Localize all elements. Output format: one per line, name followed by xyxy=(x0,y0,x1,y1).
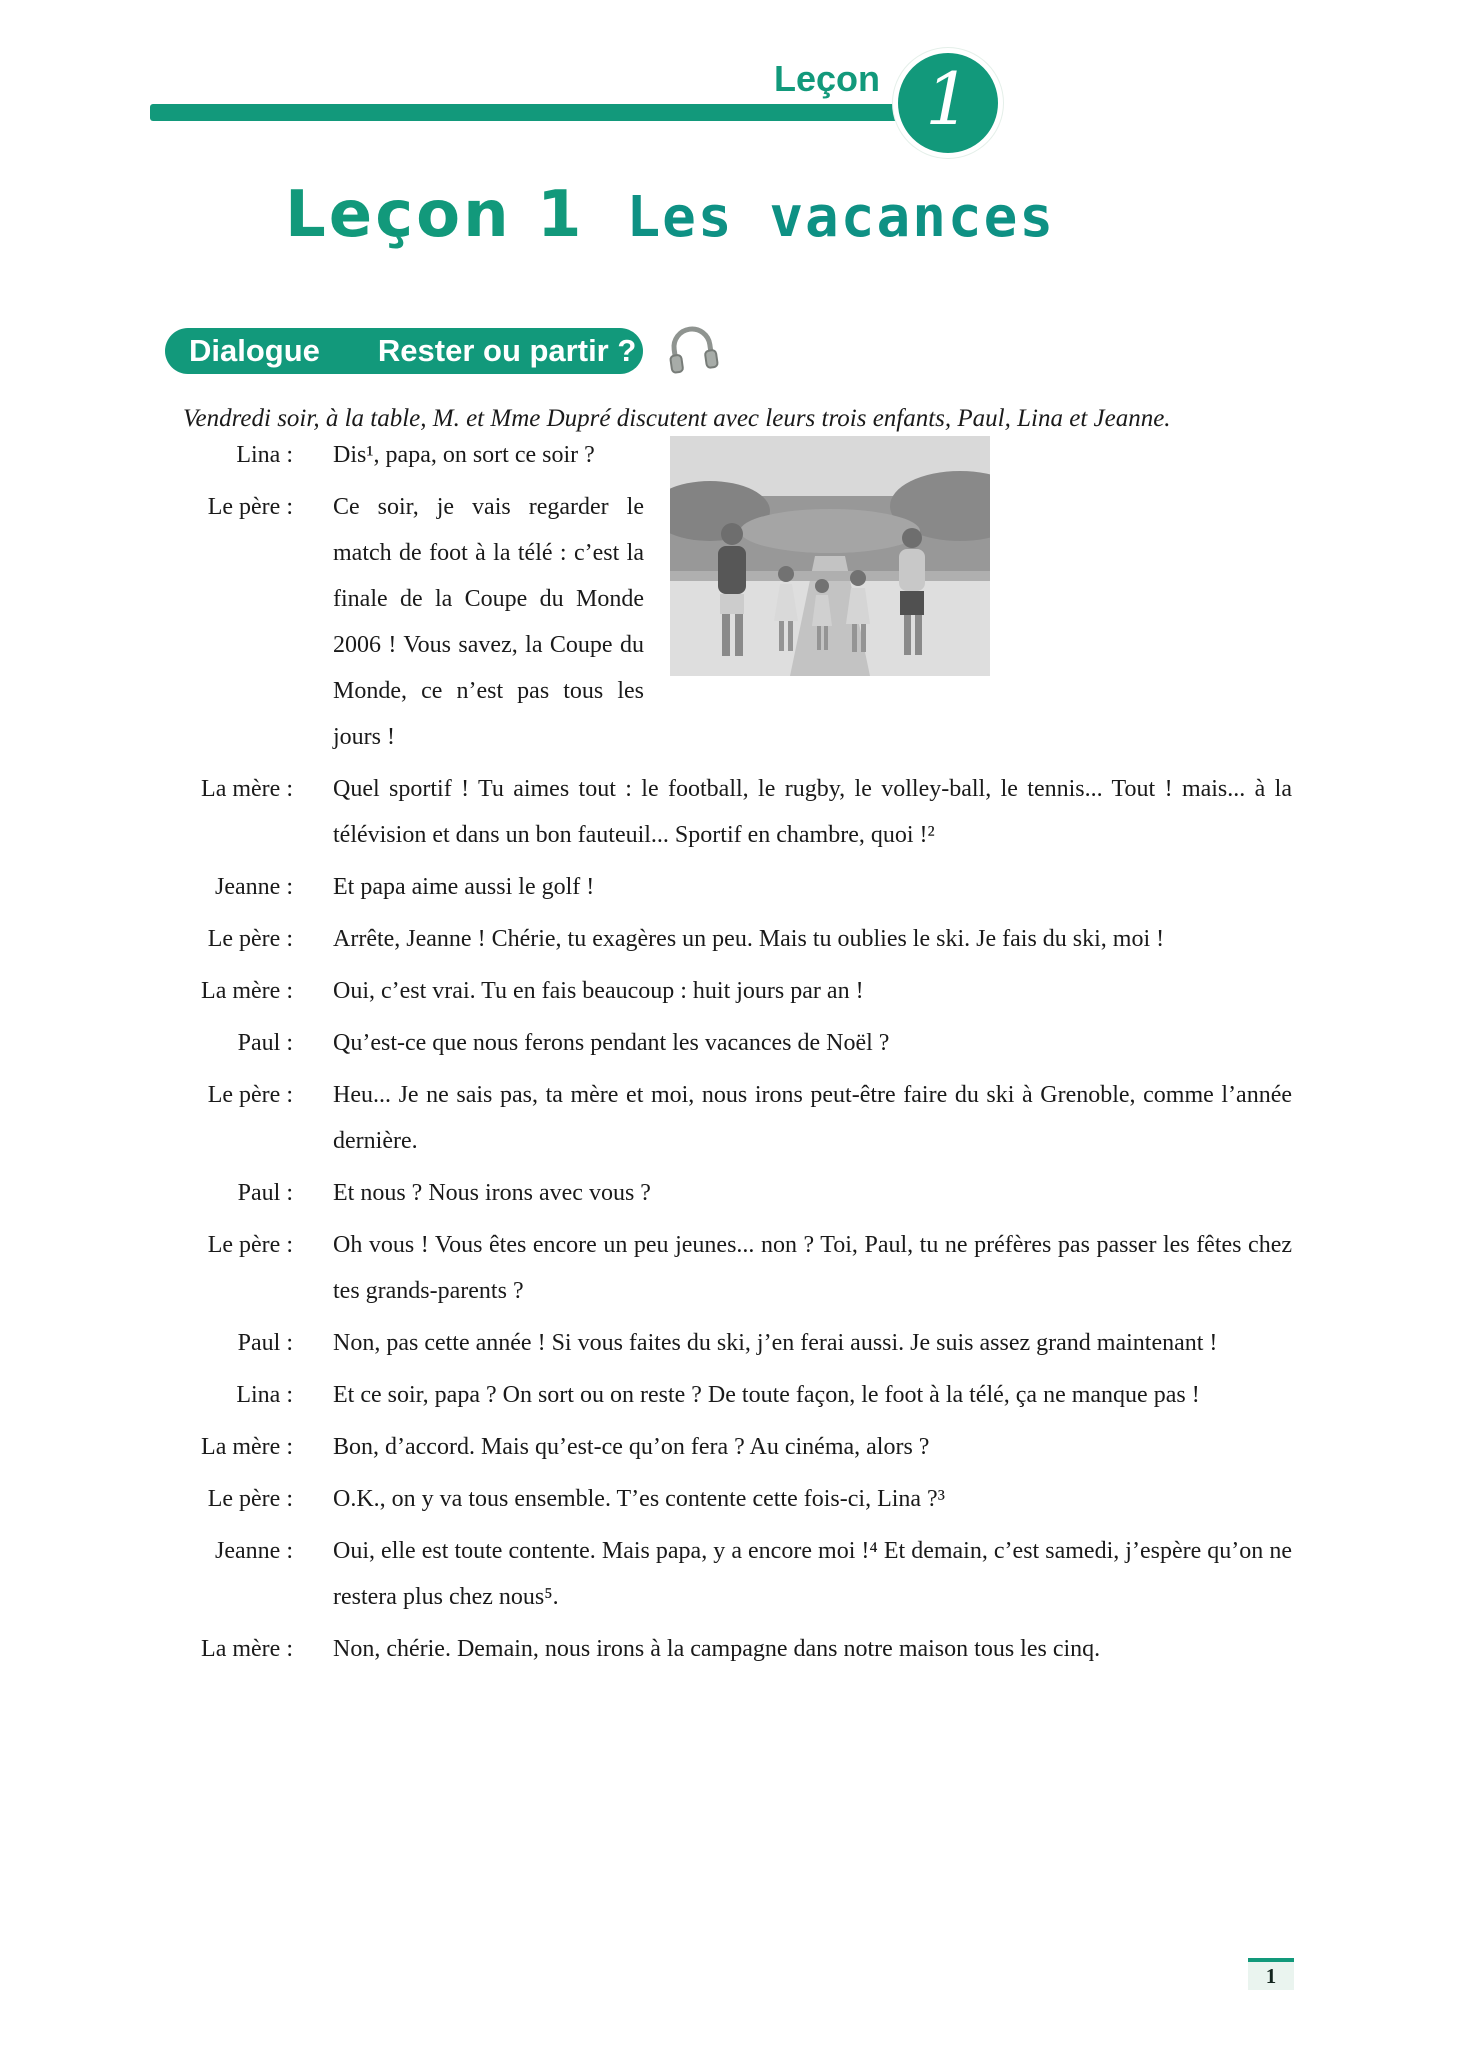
speaker-name: Le père : xyxy=(207,1486,293,1512)
utterance-text: Et papa aime aussi le golf ! xyxy=(333,874,595,900)
speaker-name: Paul : xyxy=(237,1330,293,1356)
dialogue-line xyxy=(183,1020,1292,1066)
utterance-text: Arrête, Jeanne ! Chérie, tu exagères un peu. Mais tu oublies le ski. Je fais du ski, moi ! xyxy=(333,926,1165,952)
dialogue-line xyxy=(183,1626,1292,1672)
speaker-name: La mère : xyxy=(201,978,293,1004)
utterance-text: Oui, elle est toute contente. Mais papa, y a encore moi !⁴ Et demain, c’est samedi, j’espère qu’on ne restera plus chez nous⁵. xyxy=(333,1538,1292,1610)
dialogue-line xyxy=(183,1170,1292,1216)
utterance-text: Oui, c’est vrai. Tu en fais beaucoup : huit jours par an ! xyxy=(333,978,864,1004)
speaker-name: Le père : xyxy=(207,1082,293,1108)
dialogue-line xyxy=(183,1320,1292,1366)
speaker-name: La mère : xyxy=(201,776,293,802)
utterance-text: Et ce soir, papa ? On sort ou on reste ? De toute façon, le foot à la télé, ça ne manque pas ! xyxy=(333,1382,1200,1408)
utterance-text: Non, pas cette année ! Si vous faites du ski, j’en ferai aussi. Je suis assez grand maintenant ! xyxy=(333,1330,1218,1356)
page-title xyxy=(285,178,1055,252)
utterance-text: Heu... Je ne sais pas, ta mère et moi, nous irons peut-être faire du ski à Grenoble, comme l’année dernière. xyxy=(333,1082,1292,1154)
dialogue-heading: Dialogue xyxy=(189,333,320,368)
dialogue-line xyxy=(183,1072,1292,1164)
utterance-text: Oh vous ! Vous êtes encore un peu jeunes... non ? Toi, Paul, tu ne préfères pas passer les fêtes chez tes grands-parents ? xyxy=(333,1232,1292,1304)
header-rule-bar xyxy=(150,104,950,121)
utterance-text: Qu’est-ce que nous ferons pendant les vacances de Noël ? xyxy=(333,1030,890,1056)
dialogue-line xyxy=(183,1528,1292,1620)
dialogue-line xyxy=(183,1424,1292,1470)
speaker-name: La mère : xyxy=(201,1636,293,1662)
speaker-name: Lina : xyxy=(236,1382,293,1408)
speaker-name: Paul : xyxy=(237,1180,293,1206)
page-number: 1 xyxy=(1265,1963,1277,1988)
speaker-name: Paul : xyxy=(237,1030,293,1056)
utterance-text: Quel sportif ! Tu aimes tout : le football, le rugby, le volley-ball, le tennis... Tout ! mais... à la télévision et dans un bon fauteuil... Sportif en chambre, quoi !² xyxy=(333,776,1292,848)
title-lesson-text: Leçon 1 xyxy=(285,178,585,252)
title-topic-text: Les vacances xyxy=(626,185,1056,250)
dialogue-line xyxy=(183,968,1292,1014)
utterance-text: Ce soir, je vais regarder le match de foot à la télé : c’est la finale de la Coupe du Monde 2006 ! Vous savez, la Coupe du Monde, ce n’est pas tous les jours ! xyxy=(333,494,644,750)
utterance-text: Dis¹, papa, on sort ce soir ? xyxy=(333,442,595,468)
dialogue-subtitle: Rester ou partir ? xyxy=(377,333,637,368)
lesson-number: 1 xyxy=(925,57,971,141)
speaker-name: Jeanne : xyxy=(215,874,293,900)
speaker-name: Le père : xyxy=(207,926,293,952)
utterance-text: Et nous ? Nous irons avec vous ? xyxy=(333,1180,651,1206)
dialogue-body xyxy=(183,432,1292,1678)
utterance-text: O.K., on y va tous ensemble. T’es contente cette fois-ci, Lina ?³ xyxy=(333,1486,945,1512)
headphones-icon xyxy=(660,315,724,379)
speaker-name: Le père : xyxy=(207,494,293,520)
family-photo xyxy=(670,436,990,676)
lesson-number-badge xyxy=(893,48,1003,158)
speaker-name: Jeanne : xyxy=(215,1538,293,1564)
speaker-name: La mère : xyxy=(201,1434,293,1460)
dialogue-line xyxy=(183,1476,1292,1522)
dialogue-intro: Vendredi soir, à la table, M. et Mme Dupré discutent avec leurs trois enfants, Paul, Lina et Jeanne. xyxy=(183,405,1171,432)
dialogue-line xyxy=(183,766,1292,858)
header-lesson-label: Leçon xyxy=(773,58,880,99)
dialogue-line xyxy=(183,1222,1292,1314)
page-number-badge xyxy=(1248,1958,1294,1990)
speaker-name: Le père : xyxy=(207,1232,293,1258)
speaker-name: Lina : xyxy=(236,442,293,468)
dialogue-section-header xyxy=(165,328,643,374)
dialogue-line xyxy=(183,864,1292,910)
utterance-text: Bon, d’accord. Mais qu’est-ce qu’on fera ? Au cinéma, alors ? xyxy=(333,1434,930,1460)
dialogue-line xyxy=(183,916,1292,962)
dialogue-line xyxy=(183,1372,1292,1418)
utterance-text: Non, chérie. Demain, nous irons à la campagne dans notre maison tous les cinq. xyxy=(333,1636,1101,1662)
